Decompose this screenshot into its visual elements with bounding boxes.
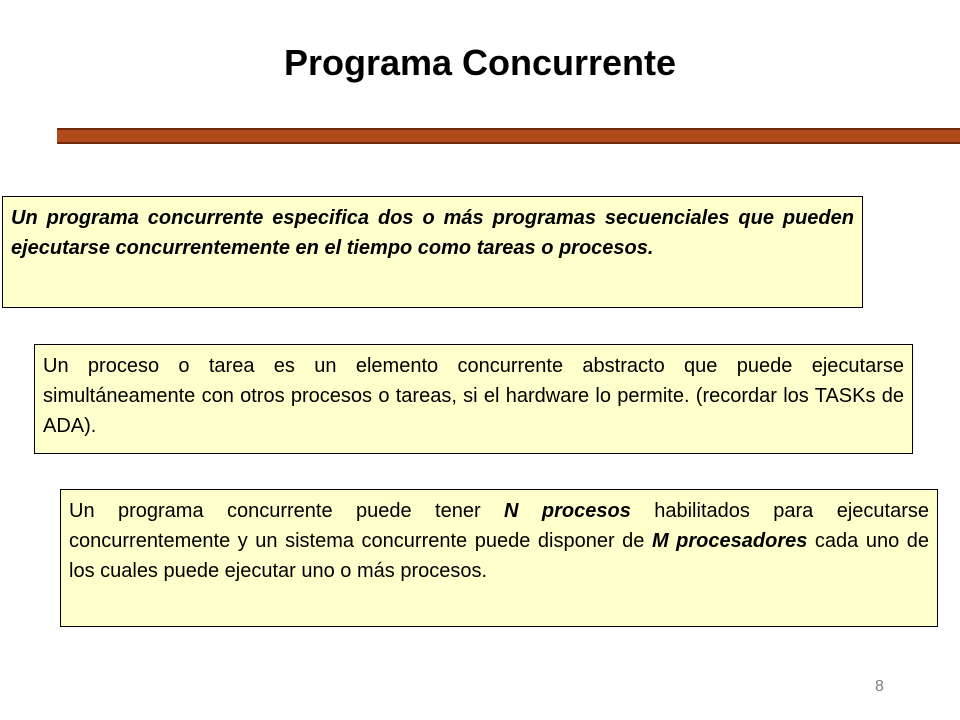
title-divider-bar <box>57 128 960 144</box>
box3-text-part2: habilitados para ejecutarse concurrentemente y un sistema concurrente puede disponer de <box>69 500 929 552</box>
definition-box-process <box>34 344 913 454</box>
box3-text-part3: cada uno de los cuales puede ejecutar uno o más procesos. <box>69 530 929 582</box>
definition-text: Un programa concurrente especifica dos o más programas secuenciales que pueden ejecutarse concurrentemente en el tiempo como tareas o procesos. <box>11 207 854 259</box>
process-text: Un proceso o tarea es un elemento concurrente abstracto que puede ejecutarse simultáneamente con otros procesos o tareas, si el hardware lo permite. (recordar los TASKs de ADA). <box>43 355 904 437</box>
box3-emphasis-m-processors: M procesadores <box>651 530 808 552</box>
definition-box-processes-processors <box>60 489 938 627</box>
box3-text-part1: Un programa concurrente puede tener <box>69 500 505 522</box>
page-number: 8 <box>875 678 884 695</box>
box3-emphasis-n-processes: N procesos <box>504 500 631 522</box>
slide-title: Programa Concurrente <box>283 42 677 83</box>
definition-box-concurrent-program <box>2 196 863 308</box>
